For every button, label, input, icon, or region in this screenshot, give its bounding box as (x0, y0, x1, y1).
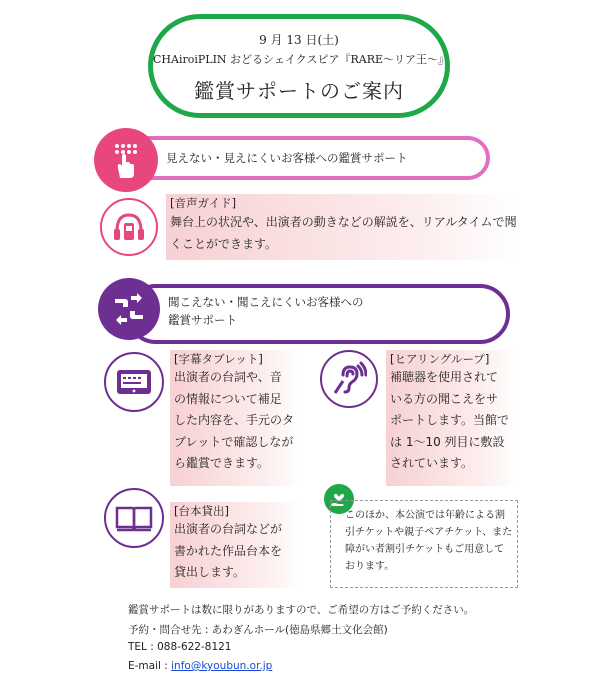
script-lending-text-2: 書かれた作品台本を (174, 543, 283, 558)
book-icon (104, 488, 164, 548)
headphones-icon (100, 198, 158, 256)
header-banner (148, 14, 450, 118)
email-label: E-mail : (128, 660, 172, 672)
audio-guide-text-2: くことができます。 (170, 236, 278, 251)
hearing-loop-block (386, 350, 518, 486)
subtitle-tablet-text-5: ら鑑賞できます。 (174, 456, 270, 470)
tablet-icon (104, 352, 164, 412)
note-text-3: 障がい者割引チケットもご用意して (345, 544, 505, 555)
audio-guide-text-1: 舞台上の状況や、出演者の動きなどの解説を、リアルタイムで聞 (170, 215, 517, 229)
hearing-loop-text-4: は 1～10 列目に敷設 (390, 434, 505, 449)
script-lending-label: [台本貸出] (174, 504, 229, 518)
page-title: 鑑賞サポートのご案内 (194, 79, 404, 103)
hearing-loop-text-5: されています。 (390, 456, 474, 470)
hearing-loop-text-1: 補聴器を使用されて (390, 370, 499, 384)
hearing-loop-icon (320, 350, 378, 408)
subtitle-tablet-text-2: の情報について補足 (174, 391, 282, 406)
footer-reservation-notice: 鑑賞サポートは数に限りがありますので、ご希望の方はご予約ください。 (128, 604, 475, 616)
footer-tel: TEL : 088-622-8121 (128, 641, 232, 653)
hearing-support-title-1: 聞こえない・聞こえにくいお客様への (168, 295, 364, 309)
hearing-loop-text-2: いる方の聞こえをサ (390, 391, 499, 406)
audio-guide-label: [音声ガイド] (170, 196, 237, 210)
braille-hand-icon (94, 128, 158, 192)
hearing-support-title-2: 鑑賞サポート (168, 313, 237, 327)
email-link[interactable]: info@kyoubun.or.jp (171, 660, 273, 672)
visual-support-title: 見えない・見えにくいお客様への鑑賞サポート (166, 151, 408, 165)
note-text-4: おります。 (345, 561, 395, 572)
subtitle-tablet-block (170, 350, 302, 486)
subtitle-tablet-text-4: ブレットで確認しなが (174, 434, 294, 449)
footer-email (128, 660, 272, 672)
script-lending-text-1: 出演者の台詞などが (174, 522, 283, 536)
subtitle-tablet-text-3: した内容を、手元のタ (174, 413, 295, 427)
note-box (330, 500, 518, 588)
note-text-2: 引チケットや親子ペアチケット、また (345, 527, 513, 538)
script-lending-block (170, 502, 302, 588)
footer-contact: 予約・問合せ先 : あわぎんホール(徳島県郷土文化会館) (128, 624, 388, 636)
subtitle-tablet-text-1: 出演者の台詞や、音 (174, 370, 282, 384)
performance-title: CHAiroiPLIN おどるシェイクスピア『RARE～リア王～』 (153, 53, 450, 66)
subtitle-tablet-label: [字幕タブレット] (174, 352, 263, 366)
audio-guide-block (166, 194, 518, 260)
script-lending-text-3: 貸出します。 (174, 565, 246, 579)
hearing-loop-text-3: ポートします。当館で (390, 413, 510, 427)
note-text-1: このほか、本公演では年齢による割 (345, 510, 505, 521)
sign-language-icon (98, 278, 160, 340)
hearing-loop-label: [ヒアリングループ] (390, 352, 490, 366)
event-date: 9 月 13 日(土) (259, 33, 339, 47)
